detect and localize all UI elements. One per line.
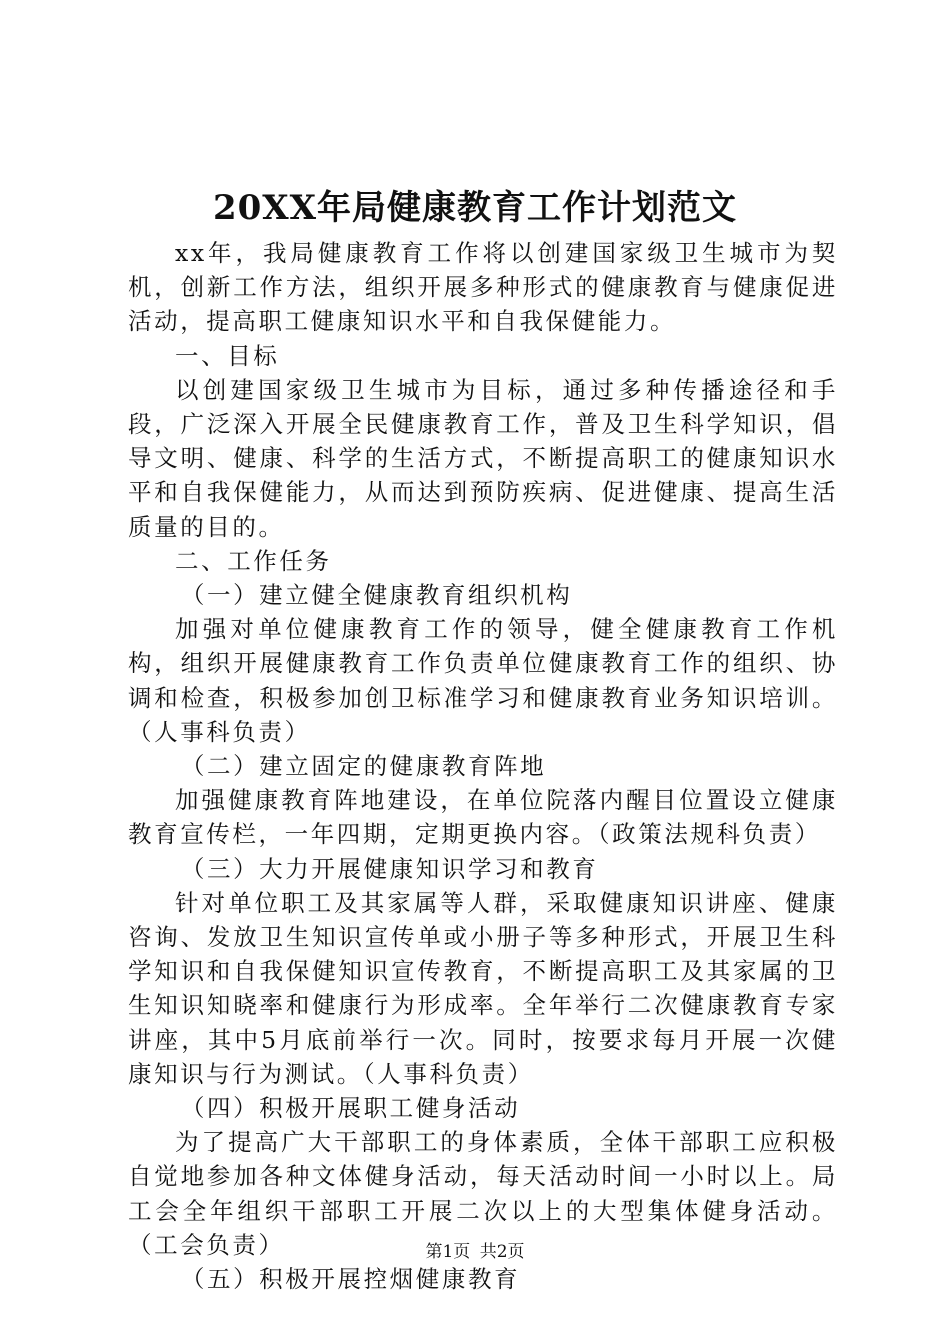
paragraph-goal: 以创建国家级卫生城市为目标，通过多种传播途径和手段，广泛深入开展全民健康教育工作，普及卫生科学知识，倡导文明、健康、科学的生活方式，不断提高职工的健康知识水平和自我保健能力，从而达到预防疾病、促进健康、提高生活质量的目的。 [128,375,838,541]
subheading-task-5: （五）积极开展控烟健康教育 [180,1265,521,1294]
heading-tasks: 二、工作任务 [175,546,332,575]
document-title: 20XX年局健康教育工作计划范文 [212,188,738,228]
paragraph-intro: xx年，我局健康教育工作将以创建国家级卫生城市为契机，创新工作方法，组织开展多种形式的健康教育与健康促进活动，提高职工健康知识水平和自我保健能力。 [128,239,838,336]
page-number: 第1页 [425,1242,471,1262]
paragraph-task-2: 加强健康教育阵地建设，在单位院落内醒目位置设立健康教育宣传栏，一年四期，定期更换内容。（政策法规科负责） [128,786,838,849]
paragraph-task-1: 加强对单位健康教育工作的领导，健全健康教育工作机构，组织开展健康教育工作负责单位健康教育工作的组织、协调和检查，积极参加创卫标准学习和健康教育业务知识培训。（人事科负责） [128,615,838,746]
subheading-task-4: （四）积极开展职工健身活动 [180,1094,521,1123]
subheading-task-3: （三）大力开展健康知识学习和教育 [180,854,599,883]
page-total: 共2页 [479,1242,525,1262]
heading-goal: 一、目标 [175,341,280,370]
subheading-task-1: （一）建立健全健康教育组织机构 [180,581,573,610]
page-footer [0,1240,950,1264]
paragraph-task-3: 针对单位职工及其家属等人群，采取健康知识讲座、健康咨询、发放卫生知识宣传单或小册子等多种形式，开展卫生科学知识和自我保健知识宣传教育，不断提高职工及其家属的卫生知识知晓率和健康行为形成率。全年举行二次健康教育专家讲座，其中5月底前举行一次。同时，按要求每月开展一次健康知识与行为测试。（人事科负责） [128,888,838,1088]
paragraph-task-4: 为了提高广大干部职工的身体素质，全体干部职工应积极自觉地参加各种文体健身活动，每天活动时间一小时以上。局工会全年组织干部职工开展二次以上的大型集体健身活动。（工会负责） [128,1128,838,1259]
document-body [128,236,838,1296]
subheading-task-2: （二）建立固定的健康教育阵地 [180,752,547,781]
